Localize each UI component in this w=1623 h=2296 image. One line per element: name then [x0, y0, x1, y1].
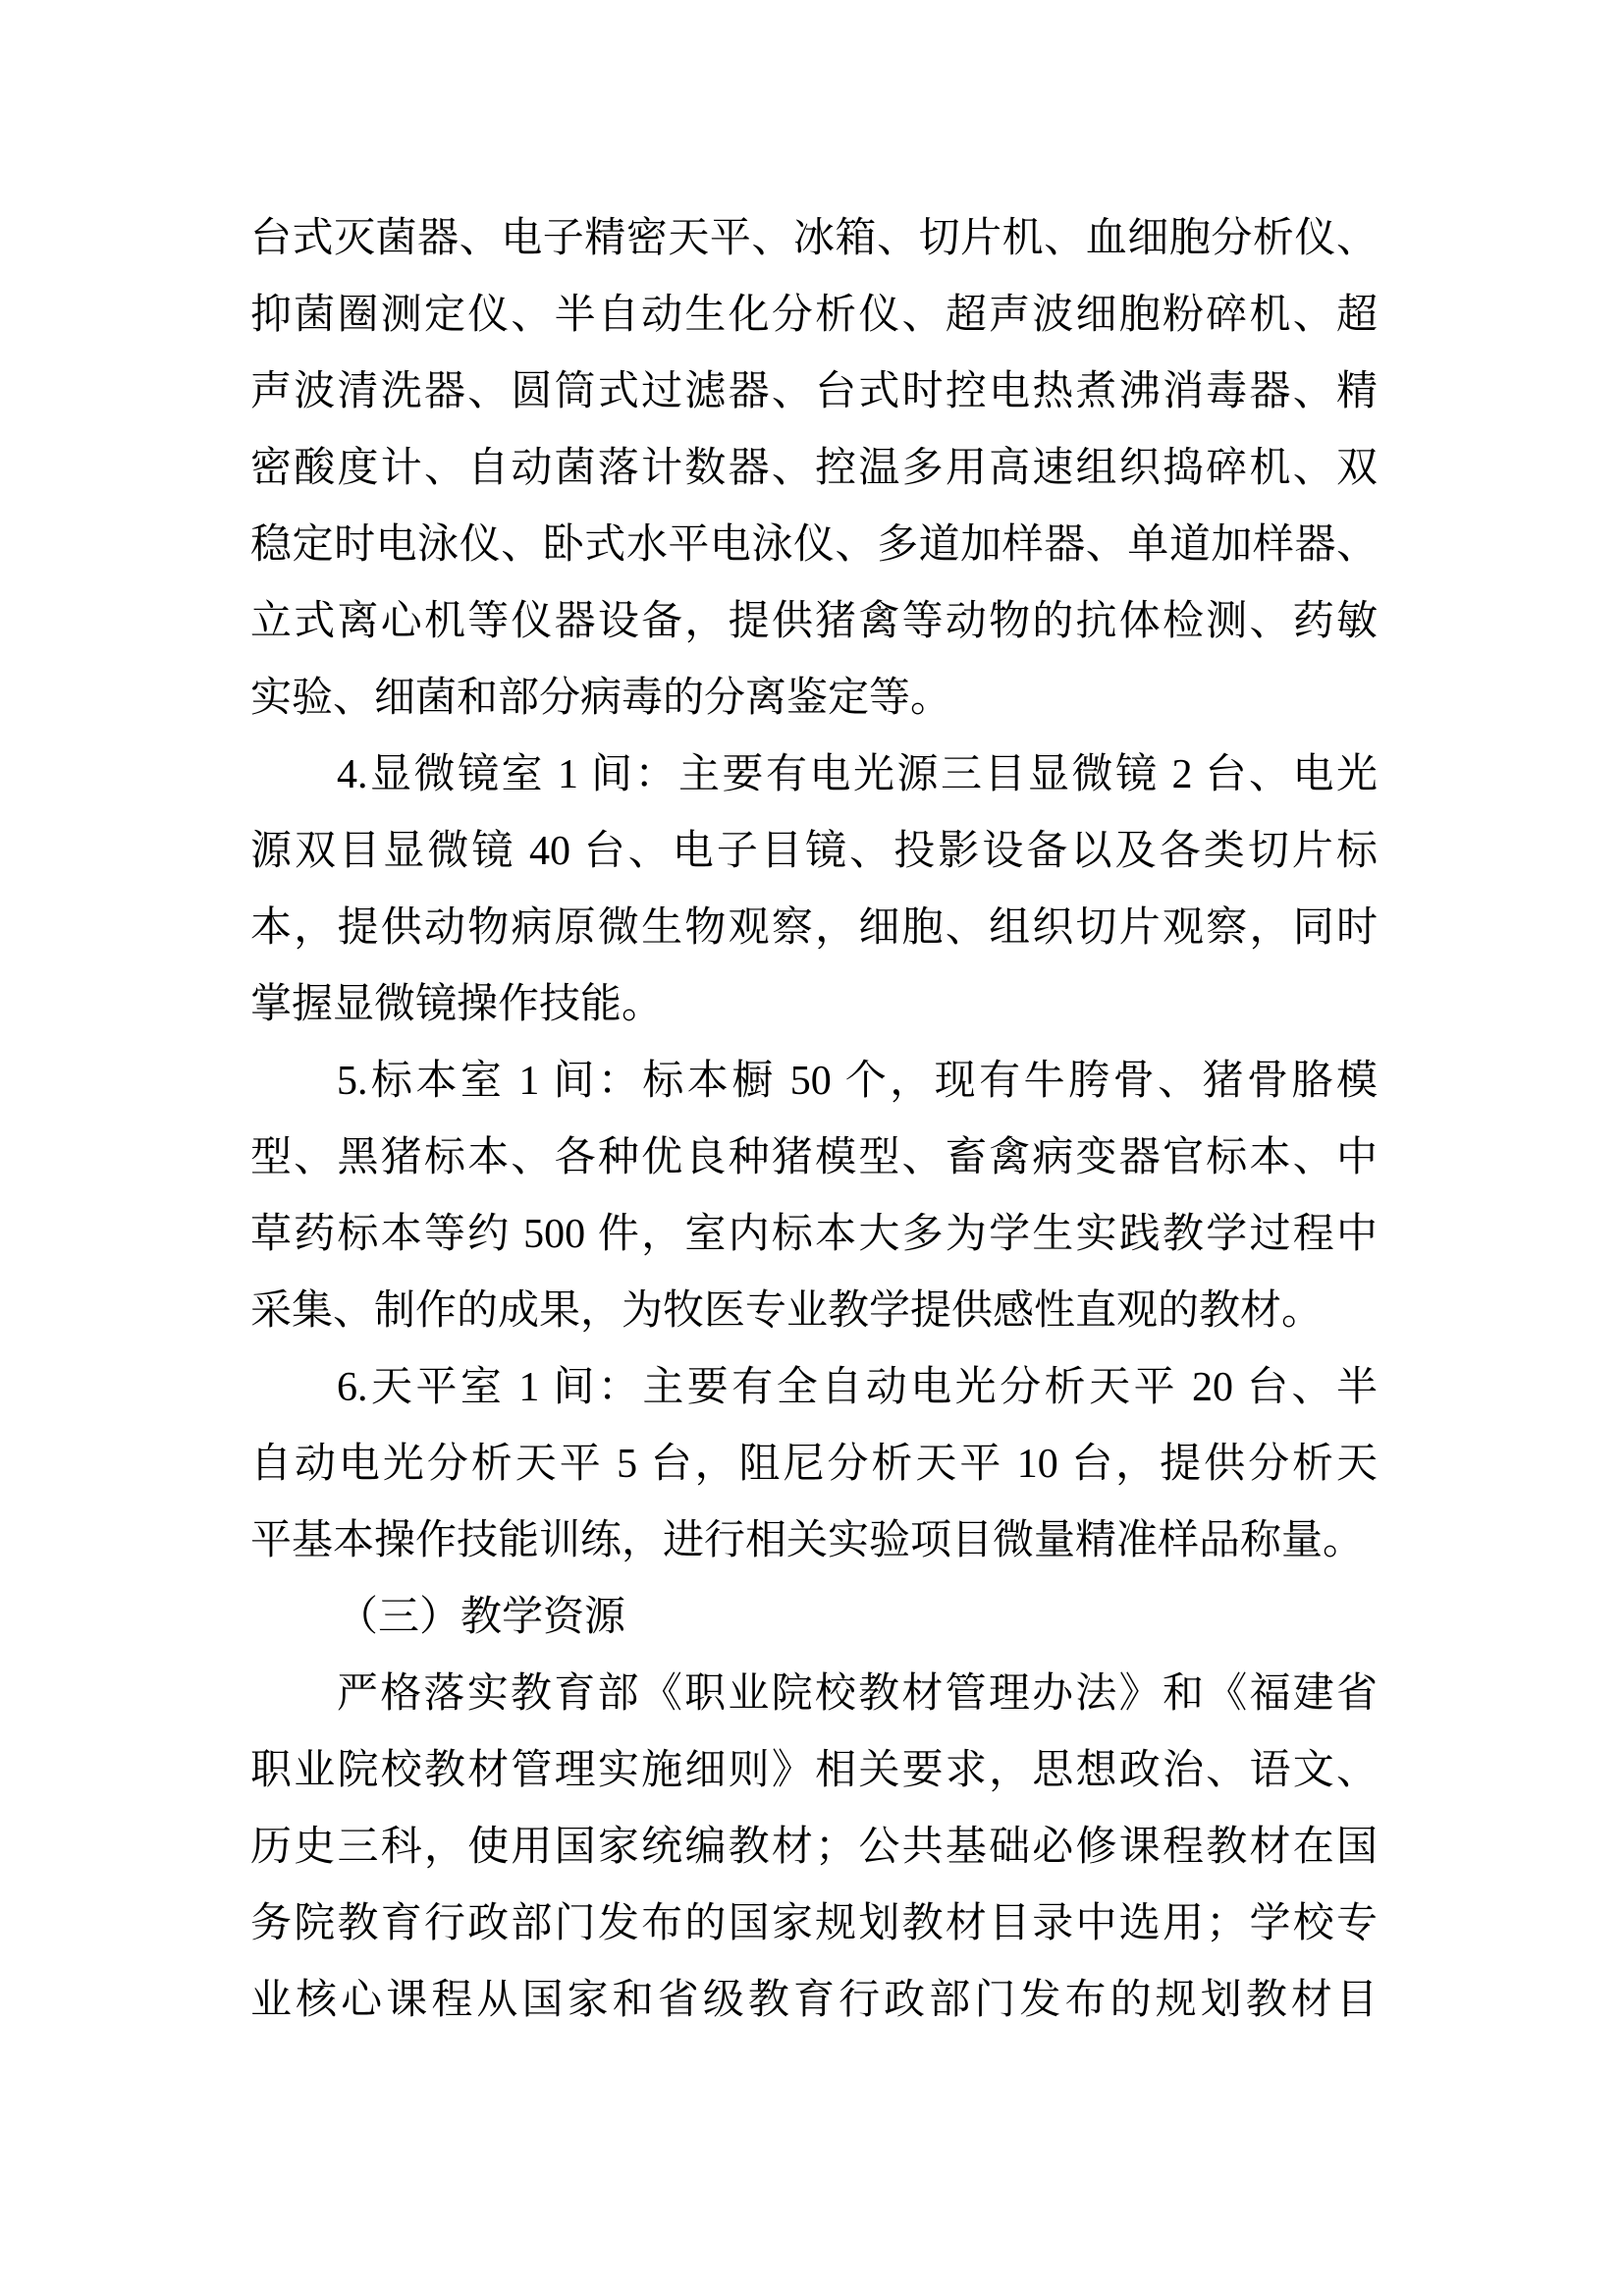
text-line: 职业院校教材管理实施细则》相关要求，思想政治、语文、 — [250, 1748, 1378, 1793]
text-line: 台式灭菌器、电子精密天平、冰箱、切片机、血细胞分析仪、 — [250, 216, 1378, 261]
text-line: 历史三科，使用国家统编教材；公共基础必修课程教材在国 — [250, 1825, 1378, 1870]
text-line: 自动电光分析天平 5 台，阻尼分析天平 10 台，提供分析天 — [250, 1442, 1378, 1487]
text-line: 密酸度计、自动菌落计数器、控温多用高速组织捣碎机、双 — [250, 446, 1378, 491]
text-line: 采集、制作的成果，为牧医专业教学提供感性直观的教材。 — [250, 1288, 1324, 1334]
text-line: 业核心课程从国家和省级教育行政部门发布的规划教材目 — [250, 1978, 1378, 2023]
text-line: 声波清洗器、圆筒式过滤器、台式时控电热煮沸消毒器、精 — [250, 369, 1378, 414]
text-line: 严格落实教育部《职业院校教材管理办法》和《福建省 — [337, 1671, 1378, 1717]
section-heading-teaching-resources: （三）教学资源 — [337, 1595, 626, 1640]
text-line-item-5-specimen-room: 5.标本室 1 间：标本橱 50 个，现有牛胯骨、猪骨胳模 — [337, 1059, 1378, 1104]
text-line: 本，提供动物病原微生物观察，细胞、组织切片观察，同时 — [250, 905, 1378, 951]
text-line: 掌握显微镜操作技能。 — [250, 982, 664, 1027]
text-line: 草药标本等约 500 件，室内标本大多为学生实践教学过程中 — [250, 1212, 1378, 1257]
text-line-item-6-balance-room: 6.天平室 1 间：主要有全自动电光分析天平 20 台、半 — [337, 1365, 1378, 1410]
text-line-item-4-microscope-room: 4.显微镜室 1 间：主要有电光源三目显微镜 2 台、电光 — [337, 752, 1378, 797]
text-line: 稳定时电泳仪、卧式水平电泳仪、多道加样器、单道加样器、 — [250, 522, 1378, 568]
text-line: 立式离心机等仪器设备，提供猪禽等动物的抗体检测、药敏 — [250, 599, 1378, 644]
text-line: 实验、细菌和部分病毒的分离鉴定等。 — [250, 676, 952, 721]
text-line: 平基本操作技能训练，进行相关实验项目微量精准样品称量。 — [250, 1518, 1365, 1563]
text-line: 抑菌圈测定仪、半自动生化分析仪、超声波细胞粉碎机、超 — [250, 293, 1378, 338]
text-block — [250, 200, 1378, 2039]
text-line: 源双目显微镜 40 台、电子目镜、投影设备以及各类切片标 — [250, 829, 1378, 874]
text-line: 务院教育行政部门发布的国家规划教材目录中选用；学校专 — [250, 1901, 1378, 1946]
text-line: 型、黑猪标本、各种优良种猪模型、畜禽病变器官标本、中 — [250, 1135, 1378, 1180]
